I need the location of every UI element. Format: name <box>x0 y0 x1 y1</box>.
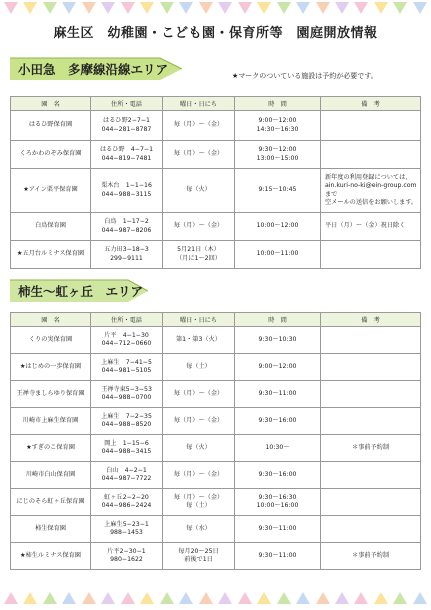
day-line: 毎（月）〜（金） <box>173 416 224 424</box>
section1-banner <box>10 55 185 83</box>
remark-cell <box>321 213 421 241</box>
remark-cell <box>321 516 421 543</box>
facility-name: ★はじめの一歩保育園 <box>11 354 91 381</box>
address-line: 044−281−8787 <box>101 125 152 133</box>
facility-name: ★すぎのこ保育園 <box>11 435 91 462</box>
remark-cell <box>321 354 421 381</box>
day-line: 毎（水） <box>186 524 211 532</box>
remark-cell <box>321 489 421 516</box>
pennant-flag <box>413 592 427 604</box>
pennant-flag <box>4 2 18 14</box>
time-line: 9:15〜10:45 <box>258 186 297 194</box>
pennant-flag <box>62 2 76 14</box>
time-cell <box>235 489 321 516</box>
address-phone-cell <box>91 543 163 570</box>
pennant-flag <box>101 2 115 14</box>
time-line: 10:00〜11:00 <box>256 250 299 258</box>
section2-heading: 柿生〜虹ヶ丘 エリア <box>18 284 144 299</box>
time-line: 9:30〜10:30 <box>258 335 297 343</box>
address-line: はるひ野2−7−1 <box>103 117 150 125</box>
remark-line: 空メールの送信をお願いします。 <box>325 198 418 206</box>
table-row <box>11 141 421 169</box>
day-cell <box>163 354 235 381</box>
pennant-flag <box>121 592 135 604</box>
time-line: 9:30〜16:00 <box>258 416 297 424</box>
address-line: 白鳥 1−17−2 <box>104 218 149 226</box>
remark-cell <box>321 141 421 169</box>
pennant-flag <box>121 2 135 14</box>
time-cell <box>235 111 321 141</box>
day-line: 毎（月）〜（金） <box>173 389 224 397</box>
time-line: 14:30〜16:30 <box>256 125 299 133</box>
address-phone-cell <box>91 381 163 408</box>
column-header: 園 名 <box>11 97 91 111</box>
time-cell <box>235 462 321 489</box>
facility-name: 川崎市上麻生保育園 <box>11 408 91 435</box>
section2-banner <box>10 277 150 305</box>
pennant-flag <box>160 2 174 14</box>
address-phone-cell <box>91 213 163 241</box>
column-header: 備 考 <box>321 97 421 111</box>
time-line: 9:30〜11:00 <box>258 551 297 559</box>
remark-cell <box>321 408 421 435</box>
address-line: 044−987−7722 <box>101 475 152 482</box>
pennant-flag <box>23 2 37 14</box>
pennant-flag <box>374 592 388 604</box>
address-line: 五力田3−18−3 <box>104 246 149 254</box>
column-header: 園 名 <box>11 313 91 327</box>
remark-cell <box>321 462 421 489</box>
address-line: 上麻生 7−2−35 <box>101 412 152 420</box>
table-row <box>11 327 421 354</box>
day-line: （月に1〜2回） <box>176 254 221 262</box>
column-header: 住所・電話 <box>91 97 163 111</box>
pennant-flag <box>374 2 388 14</box>
time-cell <box>235 141 321 169</box>
pennant-flag <box>82 592 96 604</box>
address-line: 044−712−0660 <box>101 340 152 347</box>
facility-name: 柿生保育園 <box>11 516 91 543</box>
pennant-flag <box>335 2 349 14</box>
time-cell <box>235 213 321 241</box>
table-row <box>11 354 421 381</box>
column-header: 曜日・日にち <box>163 97 235 111</box>
facility-name: にじのそら虹ヶ丘保育園 <box>11 489 91 516</box>
time-cell <box>235 543 321 570</box>
top-pennant-garland <box>0 2 431 16</box>
day-cell <box>163 543 235 570</box>
day-line: 毎（月）〜（金） <box>173 222 224 230</box>
day-cell <box>163 516 235 543</box>
time-line: 9:00〜12:00 <box>258 117 297 125</box>
remark-cell <box>321 327 421 354</box>
day-line: 毎（月）〜（金） <box>173 121 224 129</box>
address-line: 片平 4−1−30 <box>104 331 149 339</box>
address-line: 988−1453 <box>110 529 143 536</box>
address-phone-cell <box>91 169 163 213</box>
day-line: 5月21日（木） <box>177 246 220 254</box>
address-line: 片平2−30−1 <box>107 547 146 555</box>
table-row <box>11 462 421 489</box>
time-cell <box>235 408 321 435</box>
facility-name: ★アイン栗平保育園 <box>11 169 91 213</box>
table-header-row <box>11 313 421 327</box>
pennant-flag <box>140 592 154 604</box>
day-cell <box>163 241 235 269</box>
section1-table <box>10 96 421 269</box>
column-header: 時 間 <box>235 313 321 327</box>
remark-cell <box>321 241 421 269</box>
day-line: 毎（月）〜（金） <box>173 150 224 158</box>
address-line: 044−986−2424 <box>101 502 152 509</box>
pennant-flag <box>335 592 349 604</box>
time-cell <box>235 354 321 381</box>
remark-cell <box>321 543 421 570</box>
address-line: 虹ヶ丘2−2−20 <box>104 493 149 501</box>
time-line: 10:30〜 <box>265 443 290 451</box>
remark-cell <box>321 381 421 408</box>
day-cell <box>163 169 235 213</box>
day-cell <box>163 408 235 435</box>
pennant-flag <box>160 592 174 604</box>
table-row <box>11 241 421 269</box>
time-line: 9:30〜12:00 <box>258 146 297 154</box>
address-line: 044−988−3415 <box>101 448 152 455</box>
section1-heading: 小田急 多摩線沿線エリア <box>18 62 169 77</box>
day-line: 毎（月）〜（金） <box>173 470 224 478</box>
day-cell <box>163 462 235 489</box>
table-row <box>11 169 421 213</box>
pennant-flag <box>316 592 330 604</box>
table-row <box>11 408 421 435</box>
address-line: 044−988−8520 <box>101 421 152 428</box>
column-header: 時 間 <box>235 97 321 111</box>
day-line: 毎月20〜25日 <box>178 547 219 555</box>
remark-line: 平日（月）〜（金）祝日除く <box>325 222 406 230</box>
address-line: 299−9111 <box>110 254 143 262</box>
table-header-row <box>11 97 421 111</box>
pennant-flag <box>238 592 252 604</box>
day-line: 毎（火） <box>186 186 211 194</box>
time-line: 9:30〜11:00 <box>258 389 297 397</box>
day-line: 前後で1日 <box>184 556 213 563</box>
address-phone-cell <box>91 327 163 354</box>
address-phone-cell <box>91 489 163 516</box>
time-line: 9:30〜11:00 <box>258 524 297 532</box>
pennant-flag <box>257 2 271 14</box>
pennant-flag <box>393 592 407 604</box>
pennant-flag <box>296 592 310 604</box>
day-line: 毎（火） <box>186 443 211 451</box>
facility-name: ★柿生ルミナス保育園 <box>11 543 91 570</box>
day-cell <box>163 111 235 141</box>
day-line: 毎（月）〜（金） <box>173 493 224 501</box>
pennant-flag <box>238 2 252 14</box>
time-cell <box>235 516 321 543</box>
pennant-flag <box>179 2 193 14</box>
remark-cell <box>321 111 421 141</box>
pennant-flag <box>82 2 96 14</box>
day-cell <box>163 435 235 462</box>
day-cell <box>163 141 235 169</box>
remark-line: ＊事前予約制 <box>351 443 390 451</box>
column-header: 住所・電話 <box>91 313 163 327</box>
day-line: 毎（土） <box>186 362 211 370</box>
address-line: 044−987−8206 <box>101 226 152 234</box>
pennant-flag <box>413 2 427 14</box>
table-row <box>11 381 421 408</box>
day-cell <box>163 327 235 354</box>
table-row <box>11 489 421 516</box>
reservation-note: ★マークのついている施設は予約が必要です。 <box>232 72 378 80</box>
address-line: 044−988−0700 <box>101 394 152 401</box>
address-phone-cell <box>91 516 163 543</box>
address-phone-cell <box>91 435 163 462</box>
facility-name: くろかわのぞみ保育園 <box>11 141 91 169</box>
address-line: 白山 4−2−1 <box>106 466 147 474</box>
remark-cell <box>321 169 421 213</box>
address-line: 栗木台 1−1−16 <box>101 182 152 190</box>
address-phone-cell <box>91 141 163 169</box>
pennant-flag <box>199 2 213 14</box>
address-line: はるひ野 4−7−1 <box>99 146 154 154</box>
address-line: 044−988−3115 <box>101 190 152 198</box>
table-row <box>11 435 421 462</box>
pennant-flag <box>199 592 213 604</box>
table-row <box>11 516 421 543</box>
remark-line: ain.kuri-no-ki@ein-group.com まで <box>325 182 417 198</box>
time-line: 9:30〜16:00 <box>258 470 297 478</box>
address-phone-cell <box>91 408 163 435</box>
pennant-flag <box>354 592 368 604</box>
time-line: 9:00〜12:00 <box>258 362 297 370</box>
address-line: 岡上 1−15−6 <box>104 439 149 447</box>
day-cell <box>163 213 235 241</box>
address-line: 044−981−5105 <box>101 367 152 374</box>
pennant-flag <box>218 2 232 14</box>
column-header: 備 考 <box>321 313 421 327</box>
pennant-flag <box>140 2 154 14</box>
time-line: 9:30〜16:30 <box>258 493 297 501</box>
pennant-flag <box>23 592 37 604</box>
facility-name: 白鳥保育園 <box>11 213 91 241</box>
pennant-flag <box>277 2 291 14</box>
facility-name: 川崎市白山保育園 <box>11 462 91 489</box>
address-line: 上麻生 7−41−5 <box>101 358 152 366</box>
pennant-flag <box>43 2 57 14</box>
address-phone-cell <box>91 241 163 269</box>
time-line: 10:00〜12:00 <box>256 222 299 230</box>
time-cell <box>235 435 321 462</box>
time-cell <box>235 169 321 213</box>
facility-name: はるひ野保育園 <box>11 111 91 141</box>
pennant-flag <box>296 2 310 14</box>
pennant-flag <box>277 592 291 604</box>
time-cell <box>235 327 321 354</box>
pennant-flag <box>43 592 57 604</box>
facility-name: 王禅寺ましらゆり保育園 <box>11 381 91 408</box>
pennant-flag <box>179 592 193 604</box>
time-cell <box>235 241 321 269</box>
table-row <box>11 543 421 570</box>
pennant-flag <box>257 592 271 604</box>
column-header: 曜日・日にち <box>163 313 235 327</box>
pennant-flag <box>62 592 76 604</box>
facility-name: くりの実保育園 <box>11 327 91 354</box>
time-line: 13:00〜15:00 <box>256 154 299 162</box>
address-phone-cell <box>91 111 163 141</box>
bottom-pennant-garland <box>0 592 431 606</box>
address-line: 980−1622 <box>110 556 143 563</box>
address-phone-cell <box>91 354 163 381</box>
address-line: 044−819−7481 <box>101 154 152 162</box>
section2-table <box>10 312 421 570</box>
remark-line: ＊事前予約制 <box>351 551 390 559</box>
remark-cell <box>321 435 421 462</box>
day-cell <box>163 489 235 516</box>
time-cell <box>235 381 321 408</box>
pennant-flag <box>4 592 18 604</box>
pennant-flag <box>218 592 232 604</box>
facility-name: ★五月台ルミナス保育園 <box>11 241 91 269</box>
pennant-flag <box>354 2 368 14</box>
table-row <box>11 111 421 141</box>
pennant-flag <box>316 2 330 14</box>
address-phone-cell <box>91 462 163 489</box>
pennant-flag <box>393 2 407 14</box>
address-line: 王禅寺東5−3−53 <box>101 385 152 393</box>
day-cell <box>163 381 235 408</box>
day-line: 第1・第3（火） <box>176 335 221 343</box>
day-line: 毎（土） <box>186 502 211 509</box>
table-row <box>11 213 421 241</box>
time-line: 10:00〜16:00 <box>256 502 299 509</box>
address-line: 上麻生5−23−1 <box>104 520 149 528</box>
page-title: 麻生区 幼稚園・こども園・保育所等 園庭開放情報 <box>53 26 378 41</box>
pennant-flag <box>101 592 115 604</box>
remark-line: 新年度の利用登録については、 <box>325 173 412 181</box>
